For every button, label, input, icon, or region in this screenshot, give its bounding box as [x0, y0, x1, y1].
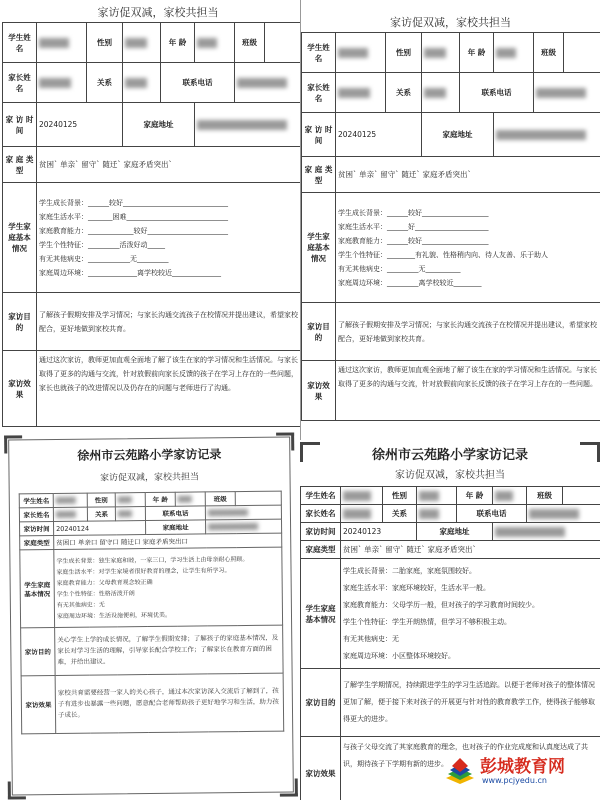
- visit-time-label: 家访时间: [301, 523, 341, 541]
- class-value: [564, 33, 600, 73]
- info-line: 家庭生活水平：对学生家境者很好教育的理念，让学生有所学习。: [56, 566, 231, 576]
- class-label: 班级: [527, 487, 563, 505]
- family-type-options: 贫困` 单亲` 留守` 随迁` 家庭矛盾突出`: [336, 157, 600, 193]
- parent-name-label: 家长姓名: [19, 508, 53, 522]
- info-line: 家庭教育能力：______较好___________________: [338, 236, 489, 245]
- effect-label: 家访效果: [301, 737, 341, 800]
- purpose-text: 关心学生上学的成长情况，了解学生假期安排；了解孩子的家庭基本情况，及家长对学习生活的理解，引导家长配合学校工作；了解家长在教育方面的困难，并给出建议。: [55, 625, 283, 675]
- info-line: 家庭生活水平：家庭环境较好，生活水平一般。: [343, 583, 490, 592]
- purpose-label: 家访目的: [3, 293, 37, 351]
- address-redacted: [494, 113, 600, 157]
- family-type-label: 家庭类型: [20, 536, 54, 550]
- info-line: 家庭教育能力：_____________较好_______________________: [39, 226, 228, 235]
- age-label: 年 龄: [460, 33, 494, 73]
- address-label: 家庭地址: [422, 113, 494, 157]
- visit-record-sheet-3: [2, 430, 300, 800]
- basic-info-cell: [54, 547, 283, 627]
- gender-label: 性别: [383, 487, 417, 505]
- age-redacted: [175, 492, 205, 506]
- visit-record-sheet-1: [0, 0, 316, 440]
- info-line: 学生成长背景：二胎家庭，家庭氛围较好。: [343, 566, 476, 575]
- student-name-label: 学生姓名: [19, 494, 53, 508]
- info-line: 家庭周边环境：生活设施便利，环境优美。: [56, 611, 172, 620]
- relation-label: 关系: [87, 507, 115, 521]
- student-name-redacted: [336, 33, 386, 73]
- frame-corner: [580, 442, 600, 462]
- parent-name-label: 家长姓名: [3, 63, 37, 103]
- basic-info-cell: [37, 183, 303, 293]
- info-line: 有无其他病史：无: [343, 634, 399, 643]
- effect-text: 通过这次家访，教师更加直观全面地了解了该生在家的学习情况和生活情况。与家长取得了更多的沟通与交流，针对放假前向家长反馈的孩子在学习上存在的一些问题。: [336, 361, 600, 421]
- age-label: 年 龄: [145, 492, 175, 506]
- sheet-subtitle: 家访促双减，家校共担当: [99, 472, 200, 484]
- visit-time-label: 家 访 时间: [3, 103, 37, 147]
- address-redacted: [205, 519, 281, 534]
- student-name-redacted: [341, 487, 383, 505]
- school-title: 徐州市云苑路小学家访记录: [77, 447, 222, 463]
- parent-name-label: 家长姓名: [302, 73, 336, 113]
- class-label: 班级: [205, 492, 235, 506]
- family-type-label: 家庭类型: [301, 541, 341, 559]
- basic-info-label: 学生家庭基本情况: [3, 183, 37, 293]
- class-label: 班级: [534, 33, 564, 73]
- purpose-label: 家访目的: [302, 303, 336, 361]
- basic-info-label: 学生家庭基本情况: [302, 193, 336, 303]
- phone-redacted: [534, 73, 600, 113]
- info-line: 家庭教育能力：父母教育观念较正确: [56, 578, 153, 587]
- phone-redacted: [235, 63, 303, 103]
- visit-record-table: [19, 491, 285, 735]
- relation-redacted: [422, 73, 460, 113]
- gender-label: 性别: [386, 33, 422, 73]
- gender-redacted: [115, 493, 145, 507]
- visit-time-value: 20240124: [54, 521, 146, 536]
- visit-record-table: [301, 32, 600, 421]
- relation-label: 关系: [386, 73, 422, 113]
- student-name-label: 学生姓名: [302, 33, 336, 73]
- family-type-label: 家 庭 类 型: [3, 147, 37, 183]
- family-type-label: 家 庭 类 型: [302, 157, 336, 193]
- family-type-options: 贫困` 单亲` 留守` 随迁` 家庭矛盾突出`: [37, 147, 303, 183]
- info-line: 家庭生活水平：______好_____________________: [338, 222, 489, 231]
- book-logo-icon: [444, 754, 476, 786]
- class-value: [265, 23, 303, 63]
- relation-label: 关系: [383, 505, 417, 523]
- student-name-redacted: [53, 493, 87, 507]
- age-label: 年 龄: [457, 487, 493, 505]
- class-label: 班级: [235, 23, 265, 63]
- basic-info-label: 学生家庭基本情况: [301, 559, 341, 669]
- info-line: 学生成长背景：______较好______________________________: [39, 198, 228, 207]
- purpose-label: 家访目的: [21, 628, 56, 676]
- info-line: 学生个性特征：________有礼貌、性格稍内向、待人友善、乐于助人: [338, 250, 548, 259]
- gender-label: 性别: [87, 23, 123, 63]
- frame-corner: [8, 781, 26, 799]
- info-line: 家庭周边环境：_________离学校较近________: [338, 278, 482, 287]
- purpose-text: 了解孩子假期安排及学习情况；与家长沟通交流孩子在校情况并提出建议，希望家校配合，更好地做到家校共育。: [336, 303, 600, 361]
- age-redacted: [493, 487, 527, 505]
- info-line: 有无其他病史：____________无_________: [39, 254, 169, 263]
- effect-text: 通过这次家访，教师更加直观全面地了解了该生在家的学习情况和生活情况。与家长取得了更多的沟通与交流，针对放假前向家长反馈的孩子在学习上存在的一些问题，家长也就孩子的改进情况以及仍存在的问题与老师进行了沟通。: [37, 351, 303, 427]
- sheet-title: 家访促双减，家校共担当: [390, 16, 511, 29]
- info-line: 学生个性特征：_________活泼好动_____: [39, 240, 165, 249]
- gender-redacted: [422, 33, 460, 73]
- info-line: 学生成长背景：独生家庭和睦，一家三口，学习生活上由母亲耐心照顾。: [56, 555, 249, 565]
- basic-info-cell: [336, 193, 600, 303]
- sheet-subtitle: 家访促双减，家校共担当: [395, 470, 505, 481]
- age-label: 年 龄: [161, 23, 195, 63]
- age-redacted: [494, 33, 534, 73]
- address-label: 家庭地址: [123, 103, 195, 147]
- watermark-url: www.pcjyedu.cn: [482, 776, 547, 785]
- effect-label: 家访效果: [3, 351, 37, 427]
- student-name-label: 学生姓名: [301, 487, 341, 505]
- student-name-redacted: [37, 23, 87, 63]
- phone-label: 联系电话: [457, 505, 527, 523]
- visit-time-value: 20240125: [37, 103, 123, 147]
- relation-label: 关系: [87, 63, 123, 103]
- info-line: 家庭生活水平：_______困难_____________________________: [39, 212, 228, 221]
- effect-text: 家校共育需要经营一家人的关心孩子，通过本次家访深入交流后了解到了，孩子有进步也暴露一些问题，愿意配合老师帮助孩子更好地学习和生活，助力孩子成长。: [55, 673, 284, 733]
- parent-name-redacted: [53, 507, 87, 521]
- site-watermark: [444, 750, 594, 794]
- address-label: 家庭地址: [417, 523, 493, 541]
- info-line: 有无其他病史：无: [56, 600, 105, 609]
- info-line: 家庭周边环境：______________离学校较近______________: [39, 268, 221, 277]
- watermark-brand: 彭城教育网: [480, 757, 565, 777]
- visit-time-value: 20240123: [341, 523, 417, 541]
- frame-corner: [280, 778, 298, 796]
- visit-record-sheet-2: [300, 0, 600, 440]
- age-redacted: [195, 23, 235, 63]
- visit-record-table: [2, 22, 303, 427]
- class-value: [235, 491, 281, 505]
- address-redacted: [493, 523, 600, 541]
- phone-redacted: [527, 505, 600, 523]
- effect-text: 与孩子父母交流了其家庭教育的理念，也对孩子的作业完成度和认真度达成了共识，期待孩子下学期有新的进步。: [341, 737, 600, 800]
- purpose-text: 了解学生学期情况，持续跟进学生的学习生活追踪。以便于老师对孩子的整体情况更加了解，便于接下来对孩子的开展更与针对性的教育教学工作，使得孩子能够取得更大的进步。: [341, 669, 600, 737]
- address-label: 家庭地址: [146, 520, 206, 535]
- relation-redacted: [115, 507, 145, 521]
- phone-label: 联系电话: [145, 506, 205, 521]
- gender-label: 性别: [87, 493, 115, 507]
- info-line: 家庭教育能力：父母学历一般，但对孩子的学习教育时间较少。: [343, 600, 539, 609]
- purpose-label: 家访目的: [301, 669, 341, 737]
- info-line: 学生成长背景：______较好___________________: [338, 208, 489, 217]
- info-line: 学生个性特征：性格活泼开朗: [56, 589, 135, 598]
- purpose-text: 了解孩子假期安排及学习情况；与家长沟通交流孩子在校情况并提出建议，希望家校配合，更好地做到家校共育。: [37, 293, 303, 351]
- parent-name-redacted: [336, 73, 386, 113]
- parent-name-redacted: [37, 63, 87, 103]
- basic-info-label: 学生家庭基本情况: [20, 550, 55, 628]
- class-value: [563, 487, 600, 505]
- relation-redacted: [123, 63, 161, 103]
- visit-time-label: 家访时间: [20, 522, 54, 536]
- visit-time-label: 家 访 时间: [302, 113, 336, 157]
- address-redacted: [195, 103, 303, 147]
- gender-redacted: [123, 23, 161, 63]
- frame-corner: [300, 442, 320, 462]
- gender-redacted: [417, 487, 457, 505]
- family-type-options: 贫困口 单亲口 留守口 随迁口 家庭矛盾突出口: [54, 533, 282, 549]
- effect-label: 家访效果: [302, 361, 336, 421]
- info-line: 有无其他病史：_________无__________: [338, 264, 461, 273]
- visit-time-value: 20240125: [336, 113, 422, 157]
- family-type-options: 贫困` 单亲` 留守` 随迁` 家庭矛盾突出`: [341, 541, 600, 559]
- school-title: 徐州市云苑路小学家访记录: [371, 448, 528, 463]
- phone-label: 联系电话: [161, 63, 235, 103]
- info-line: 学生个性特征：学生开朗热情，但学习不够积极主动。: [343, 617, 511, 626]
- sheet-title: 家访促双减，家校共担当: [97, 6, 219, 19]
- phone-label: 联系电话: [460, 73, 534, 113]
- effect-label: 家访效果: [21, 676, 56, 734]
- phone-redacted: [205, 505, 281, 520]
- info-line: 家庭周边环境：小区整体环境较好。: [343, 651, 455, 660]
- student-name-label: 学生姓名: [3, 23, 37, 63]
- basic-info-cell: [341, 559, 600, 669]
- relation-redacted: [417, 505, 457, 523]
- parent-name-redacted: [341, 505, 383, 523]
- visit-record-sheet-4: [300, 442, 600, 800]
- parent-name-label: 家长姓名: [301, 505, 341, 523]
